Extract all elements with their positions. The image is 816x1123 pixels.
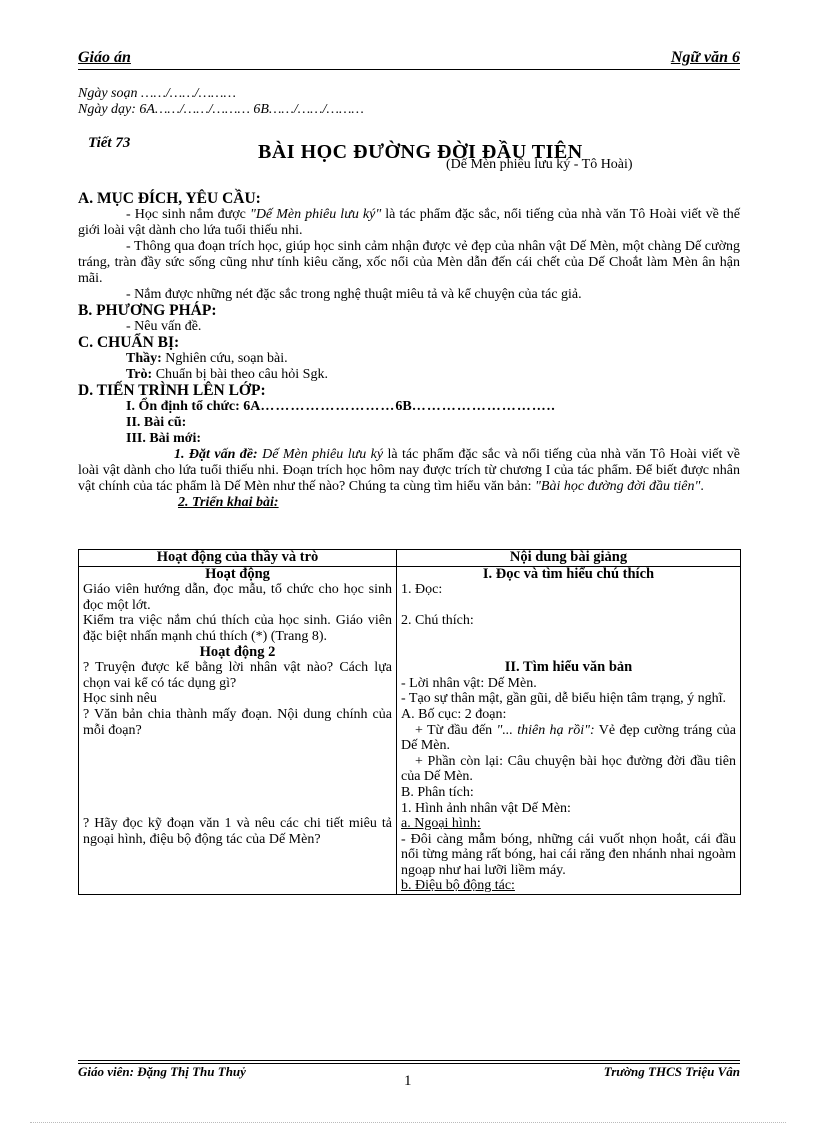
- text-span: Nghiên cứu, soạn bài.: [161, 351, 288, 366]
- activity-line: Giáo viên hướng dẫn, đọc mẫu, tổ chức cho học sinh đọc một lớt.: [83, 582, 392, 613]
- section-a-para-1: [78, 207, 740, 239]
- lesson-body: [78, 191, 740, 511]
- content-line: b. Điệu bộ động tác:: [401, 878, 515, 894]
- section-d-item-2: II. Bài cũ:: [126, 415, 187, 430]
- content-line: 1. Đọc:: [401, 582, 443, 598]
- date-day: Ngày dạy: 6A……/……/……… 6B……/……/………: [78, 102, 364, 117]
- text-span: - Học sinh nắm được: [126, 207, 250, 222]
- lesson-subtitle: (Dế Mèn phiêu lưu ký - Tô Hoài): [446, 157, 633, 172]
- student-label: Trò:: [126, 367, 153, 382]
- trien-khai-heading: 2. Triển khai bài:: [178, 495, 279, 510]
- content-cell: [397, 566, 741, 894]
- date-soan: Ngày soạn ……/……/………: [78, 86, 236, 101]
- content-line: 2. Chú thích:: [401, 613, 474, 629]
- activity-line: ? Hãy đọc kỹ đoạn văn 1 và nêu các chi tiết miêu tả ngoại hình, điệu bộ động tác của Dế Mèn?: [83, 816, 392, 847]
- text-span: Chuẩn bị bài theo câu hỏi Sgk.: [152, 367, 328, 382]
- activity-1-heading: Hoạt động: [205, 565, 270, 582]
- content-line: [401, 723, 736, 754]
- text-span: I. Ổn định tổ chức: 6A: [126, 399, 261, 414]
- section-a-para-3: - Nắm được những nét đặc sắc trong nghệ thuật miêu tả và kể chuyện của tác giả.: [126, 287, 582, 302]
- col-activities-header: Hoạt động của thầy và trò: [79, 550, 397, 567]
- activity-line: ? Truyện được kể bằng lời nhân vật nào? Cách lựa chọn vai kể có tác dụng gì?: [83, 660, 392, 691]
- dat-van-de-label: 1. Đặt vấn đề:: [174, 447, 258, 462]
- text-span: .: [700, 479, 704, 494]
- activity-line: Học sinh nêu: [83, 691, 157, 707]
- footer-teacher: Giáo viên: Đặng Thị Thu Thuỷ: [78, 1064, 246, 1079]
- activities-cell: [79, 566, 397, 894]
- section-a-heading: A. MỤC ĐÍCH, YÊU CẦU:: [78, 190, 261, 207]
- text-title: "Bài học đường đời đầu tiên": [535, 479, 701, 494]
- content-line: - Lời nhân vật: Dế Mèn.: [401, 675, 537, 691]
- section-d-item-3: III. Bài mới:: [126, 431, 202, 446]
- page-number: 1: [404, 1073, 412, 1089]
- section-d-item-1: [78, 399, 740, 415]
- content-heading-1: I. Đọc và tìm hiểu chú thích: [482, 565, 655, 582]
- header-rule: [78, 69, 740, 70]
- text-span: ………………………..: [411, 399, 556, 414]
- content-line: a. Ngoại hình:: [401, 816, 481, 832]
- text-span: 6B: [395, 399, 412, 414]
- header-left: Giáo án: [78, 49, 131, 66]
- section-c-teacher: [78, 351, 740, 367]
- content-heading-2: II. Tìm hiểu văn bản: [504, 659, 633, 676]
- text-span: "... thiên hạ rồi":: [496, 722, 595, 738]
- content-line: - Đôi càng mẫm bóng, những cái vuốt nhọn hoắt, cái đầu nổi từng mảng rất bóng, hai cái răng đen nhánh nhai ngoàm ngoạp như hai lưỡi liềm máy.: [401, 831, 736, 878]
- text-span: ………………………: [260, 399, 396, 414]
- content-line: B. Phân tích:: [401, 784, 474, 800]
- content-line: 1. Hình ảnh nhân vật Dế Mèn:: [401, 800, 571, 816]
- work-title: Dế Mèn phiêu lưu ký: [257, 447, 384, 462]
- header-right: Ngữ văn 6: [670, 49, 740, 66]
- col-content-header: Nội dung bài giảng: [397, 550, 741, 567]
- content-line: A. Bố cục: 2 đoạn:: [401, 706, 507, 722]
- section-d-heading: D. TIẾN TRÌNH LÊN LỚP:: [78, 382, 266, 399]
- content-line: - Tạo sự thân mật, gần gũi, dễ biểu hiện tâm trạng, ý nghĩ.: [401, 691, 726, 707]
- text-span: là tác phẩm đặc sắc và nổi tiếng của nhà văn Tô Hoài viết về loài vật dành cho lứa tuổi thiếu nhi. Đoạn trích học hôm nay được trích từ chương I của tác phẩm. Để biết được nhân vật chính của tác phẩm là Dế Mèn như thế nào? Chúng ta cùng tìm hiểu văn bản:: [78, 447, 740, 494]
- text-span: Vẻ đẹp cường tráng của Dế Mèn.: [401, 722, 736, 754]
- content-line: + Phần còn lại: Câu chuyện bài học đường đời đầu tiên của Dế Mèn.: [401, 753, 736, 785]
- table-row: [79, 566, 741, 894]
- section-a-para-2: - Thông qua đoạn trích học, giúp học sinh cảm nhận được vẻ đẹp của nhân vật Dế Mèn, một chàng Dế cường tráng, tràn đầy sức sống cũng như tính kiêu căng, xốc nổi của Mèn dẫn đến cái chết của Dế Choắt làm Mèn ân hận mãi.: [78, 239, 740, 286]
- section-b-heading: B. PHƯƠNG PHÁP:: [78, 302, 217, 319]
- section-b-line: - Nêu vấn đề.: [126, 319, 202, 334]
- lesson-table: [78, 549, 741, 895]
- table-header-row: [79, 550, 741, 567]
- work-title: "Dế Mèn phiêu lưu ký": [249, 207, 382, 222]
- teacher-label: Thầy:: [126, 351, 162, 366]
- section-c-heading: C. CHUẨN BỊ:: [78, 334, 180, 351]
- text-span: là tác phẩm đặc sắc, nổi tiếng của nhà văn Tô Hoài viết về thế giới loài vật dành cho lứa tuổi thiếu nhi.: [78, 207, 741, 238]
- activity-line: ? Văn bản chia thành mấy đoạn. Nội dung chính của mỗi đoạn?: [83, 706, 392, 738]
- activity-line: Kiểm tra việc nắm chú thích của học sinh. Giáo viên đặc biệt nhấn mạnh chú thích (*) (Trang 8).: [83, 613, 392, 644]
- dat-van-de-para: [78, 447, 740, 495]
- text-span: + Từ đầu đến: [415, 722, 497, 738]
- section-c-student: [78, 367, 740, 383]
- date-block: [78, 86, 364, 118]
- footer-rule: [78, 1060, 740, 1061]
- footer-school: Trường THCS Triệu Vân: [603, 1064, 740, 1079]
- activity-2-heading: Hoạt động 2: [199, 643, 276, 660]
- lesson-title: BÀI HỌC ĐƯỜNG ĐỜI ĐẦU TIÊN: [258, 141, 583, 163]
- lesson-number: Tiết 73: [88, 135, 131, 151]
